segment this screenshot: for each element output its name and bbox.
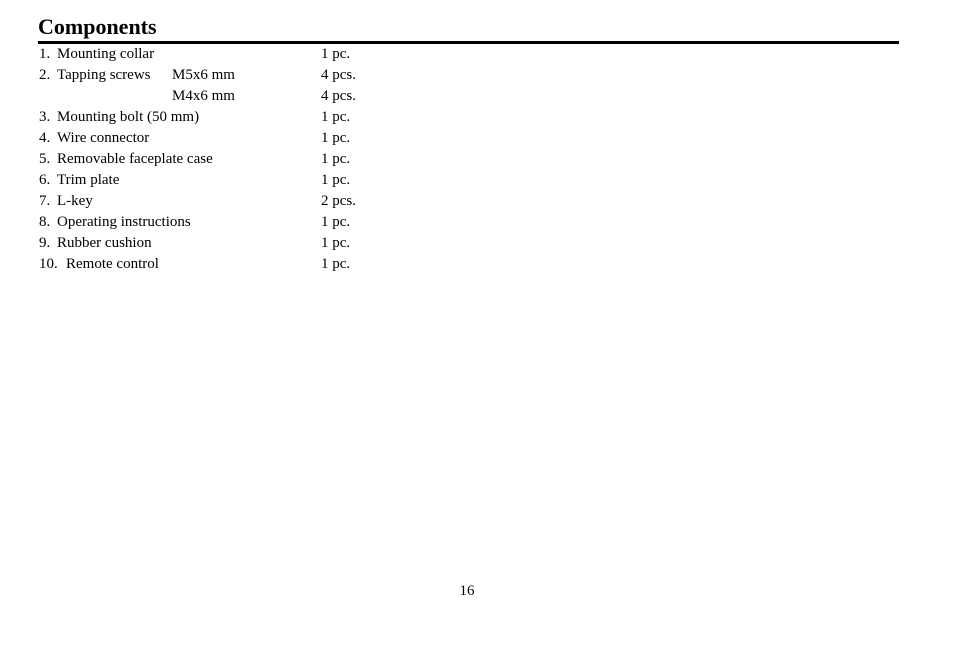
- item-name: Tapping screws: [57, 67, 151, 83]
- list-item: [39, 191, 439, 212]
- item-number: 5.: [39, 151, 51, 167]
- item-number: 9.: [39, 235, 51, 251]
- item-name: Remote control: [66, 256, 159, 272]
- list-item: [39, 44, 439, 65]
- item-spec: M4x6 mm: [172, 88, 235, 104]
- item-quantity: 1 pc.: [321, 214, 351, 230]
- item-number: 10.: [39, 256, 58, 272]
- list-item: [39, 65, 439, 86]
- item-number: 8.: [39, 214, 51, 230]
- item-quantity: 1 pc.: [321, 256, 351, 272]
- item-name: Mounting bolt (50 mm): [57, 109, 200, 125]
- item-quantity: 1 pc.: [321, 46, 351, 62]
- item-number: 6.: [39, 172, 51, 188]
- item-name: Rubber cushion: [57, 235, 152, 251]
- item-quantity: 1 pc.: [321, 172, 351, 188]
- list-item: [39, 254, 439, 275]
- item-quantity: 1 pc.: [321, 151, 351, 167]
- page-heading: Components: [38, 14, 157, 39]
- item-number: 3.: [39, 109, 51, 125]
- components-list: [39, 44, 439, 275]
- page-number: 16: [459, 583, 475, 599]
- item-name: Trim plate: [57, 172, 120, 188]
- list-item: [39, 86, 439, 107]
- item-quantity: 1 pc.: [321, 235, 351, 251]
- list-item: [39, 107, 439, 128]
- item-name: Mounting collar: [57, 46, 155, 62]
- item-quantity: 4 pcs.: [321, 67, 356, 83]
- item-number: 1.: [39, 46, 51, 62]
- item-quantity: 1 pc.: [321, 109, 351, 125]
- item-name: Operating instructions: [57, 214, 191, 230]
- item-name: Removable faceplate case: [57, 151, 213, 167]
- item-spec: M5x6 mm: [172, 67, 235, 83]
- item-quantity: 4 pcs.: [321, 88, 356, 104]
- list-item: [39, 170, 439, 191]
- item-name: Wire connector: [57, 130, 150, 146]
- item-quantity: 1 pc.: [321, 130, 351, 146]
- list-item: [39, 233, 439, 254]
- item-number: 4.: [39, 130, 51, 146]
- list-item: [39, 128, 439, 149]
- list-item: [39, 149, 439, 170]
- item-number: 7.: [39, 193, 51, 209]
- item-quantity: 2 pcs.: [321, 193, 356, 209]
- list-item: [39, 212, 439, 233]
- item-name: L-key: [57, 193, 93, 209]
- item-number: 2.: [39, 67, 51, 83]
